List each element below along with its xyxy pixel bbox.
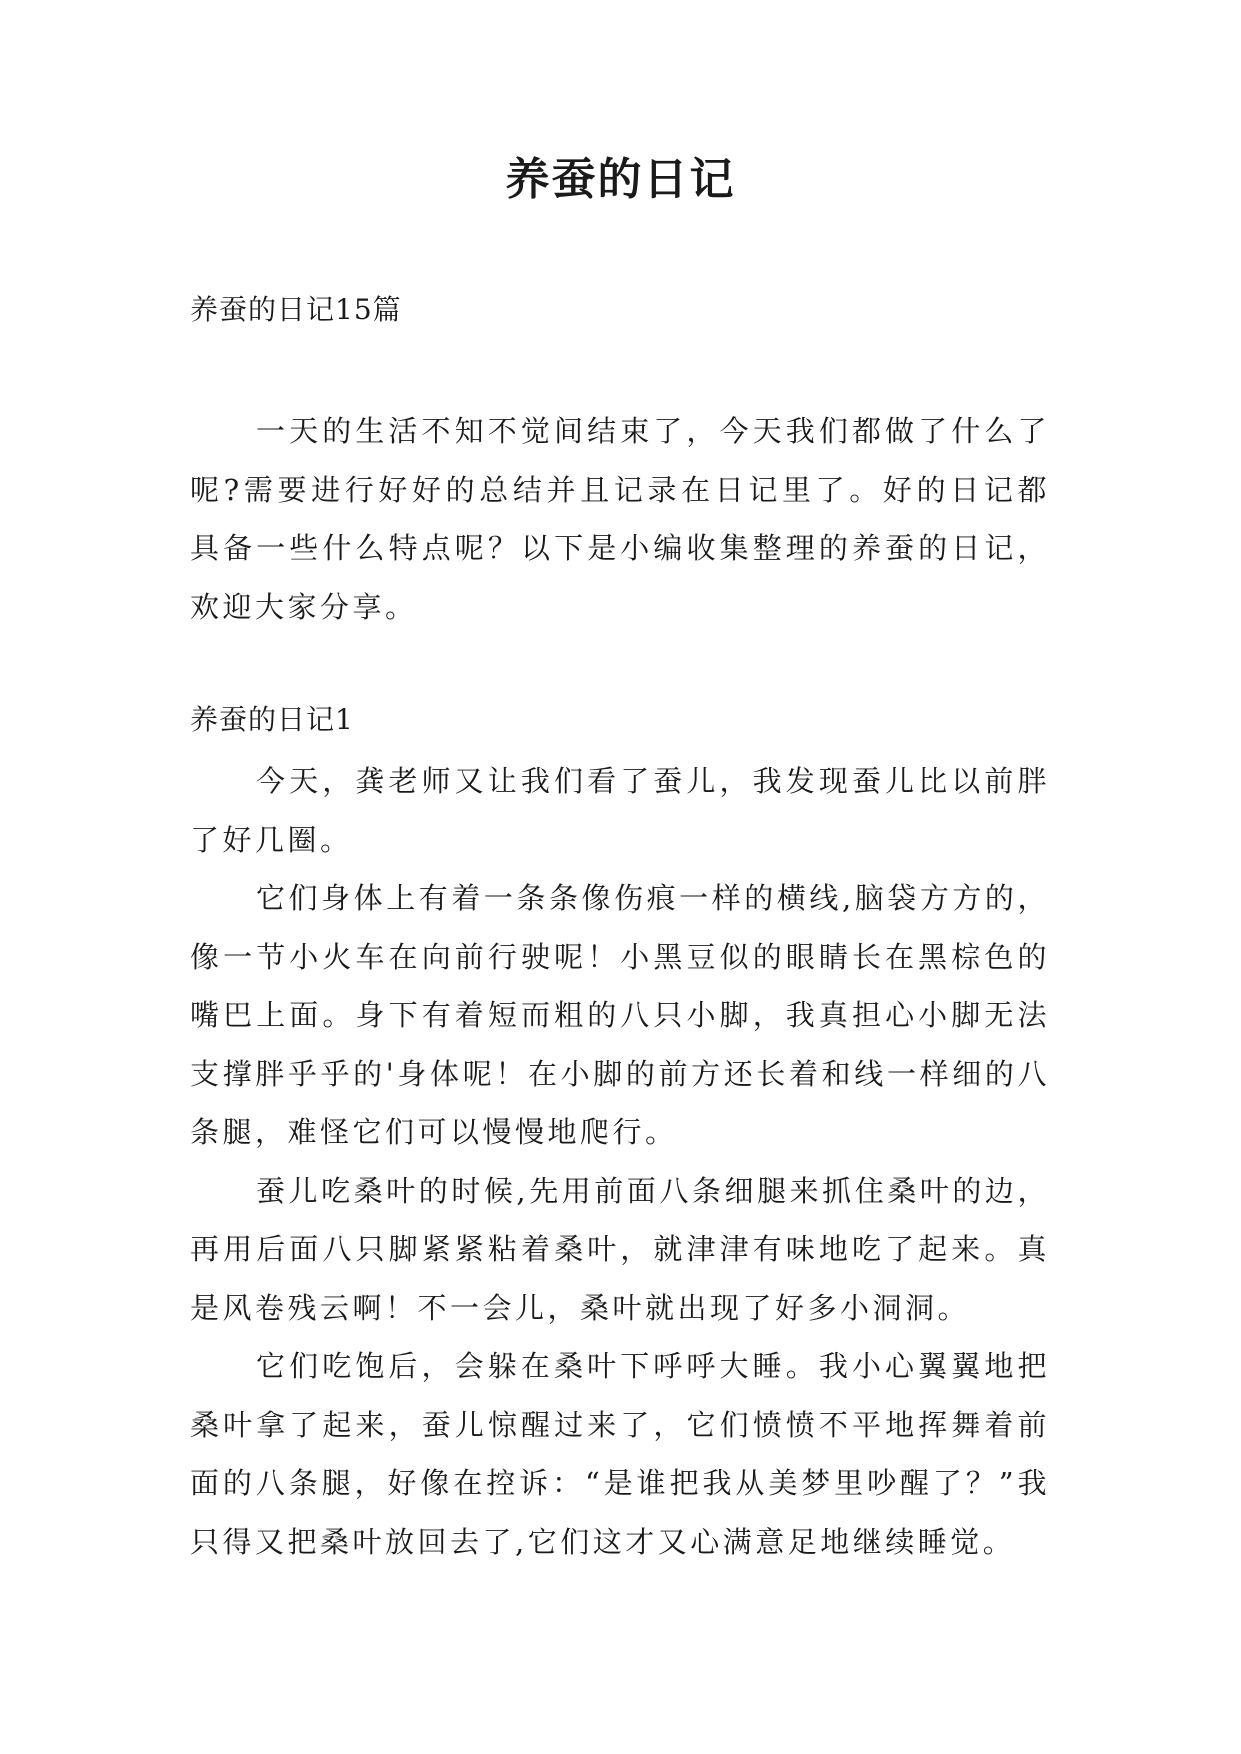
document-subtitle: 养蚕的日记15篇 [190, 293, 402, 326]
document-title: 养蚕的日记 [505, 154, 736, 205]
intro-paragraph: 一天的生活不知不觉间结束了，今天我们都做了什么了呢?需要进行好好的总结并且记录在日记里了。好的日记都具备一些什么特点呢？以下是小编收集整理的养蚕的日记，欢迎大家分享。 [190, 414, 1050, 624]
diary-paragraph: 它们吃饱后，会躲在桑叶下呼呼大睡。我小心翼翼地把桑叶拿了起来，蚕儿惊醒过来了，它们愤愤不平地挥舞着前面的八条腿，好像在控诉：“是谁把我从美梦里吵醒了？”我只得又把桑叶放回去了,它们这才又心满意足地继续睡觉。 [190, 1349, 1050, 1559]
section-heading: 养蚕的日记1 [190, 703, 354, 736]
intro-block [190, 402, 1050, 636]
diary-body [190, 752, 1050, 1571]
diary-paragraph: 它们身体上有着一条条像伤痕一样的横线,脑袋方方的，像一节小火车在向前行驶呢！小黑豆似的眼睛长在黑棕色的嘴巴上面。身下有着短而粗的八只小脚，我真担心小脚无法支撑胖乎乎的'身体呢！在小脚的前方还长着和线一样细的八条腿，难怪它们可以慢慢地爬行。 [190, 881, 1050, 1149]
diary-paragraph: 今天，龚老师又让我们看了蚕儿，我发现蚕儿比以前胖了好几圈。 [190, 764, 1050, 857]
diary-paragraph: 蚕儿吃桑叶的时候,先用前面八条细腿来抓住桑叶的边，再用后面八只脚紧紧粘着桑叶，就津津有味地吃了起来。真是风卷残云啊！不一会儿，桑叶就出现了好多小洞洞。 [190, 1173, 1050, 1325]
